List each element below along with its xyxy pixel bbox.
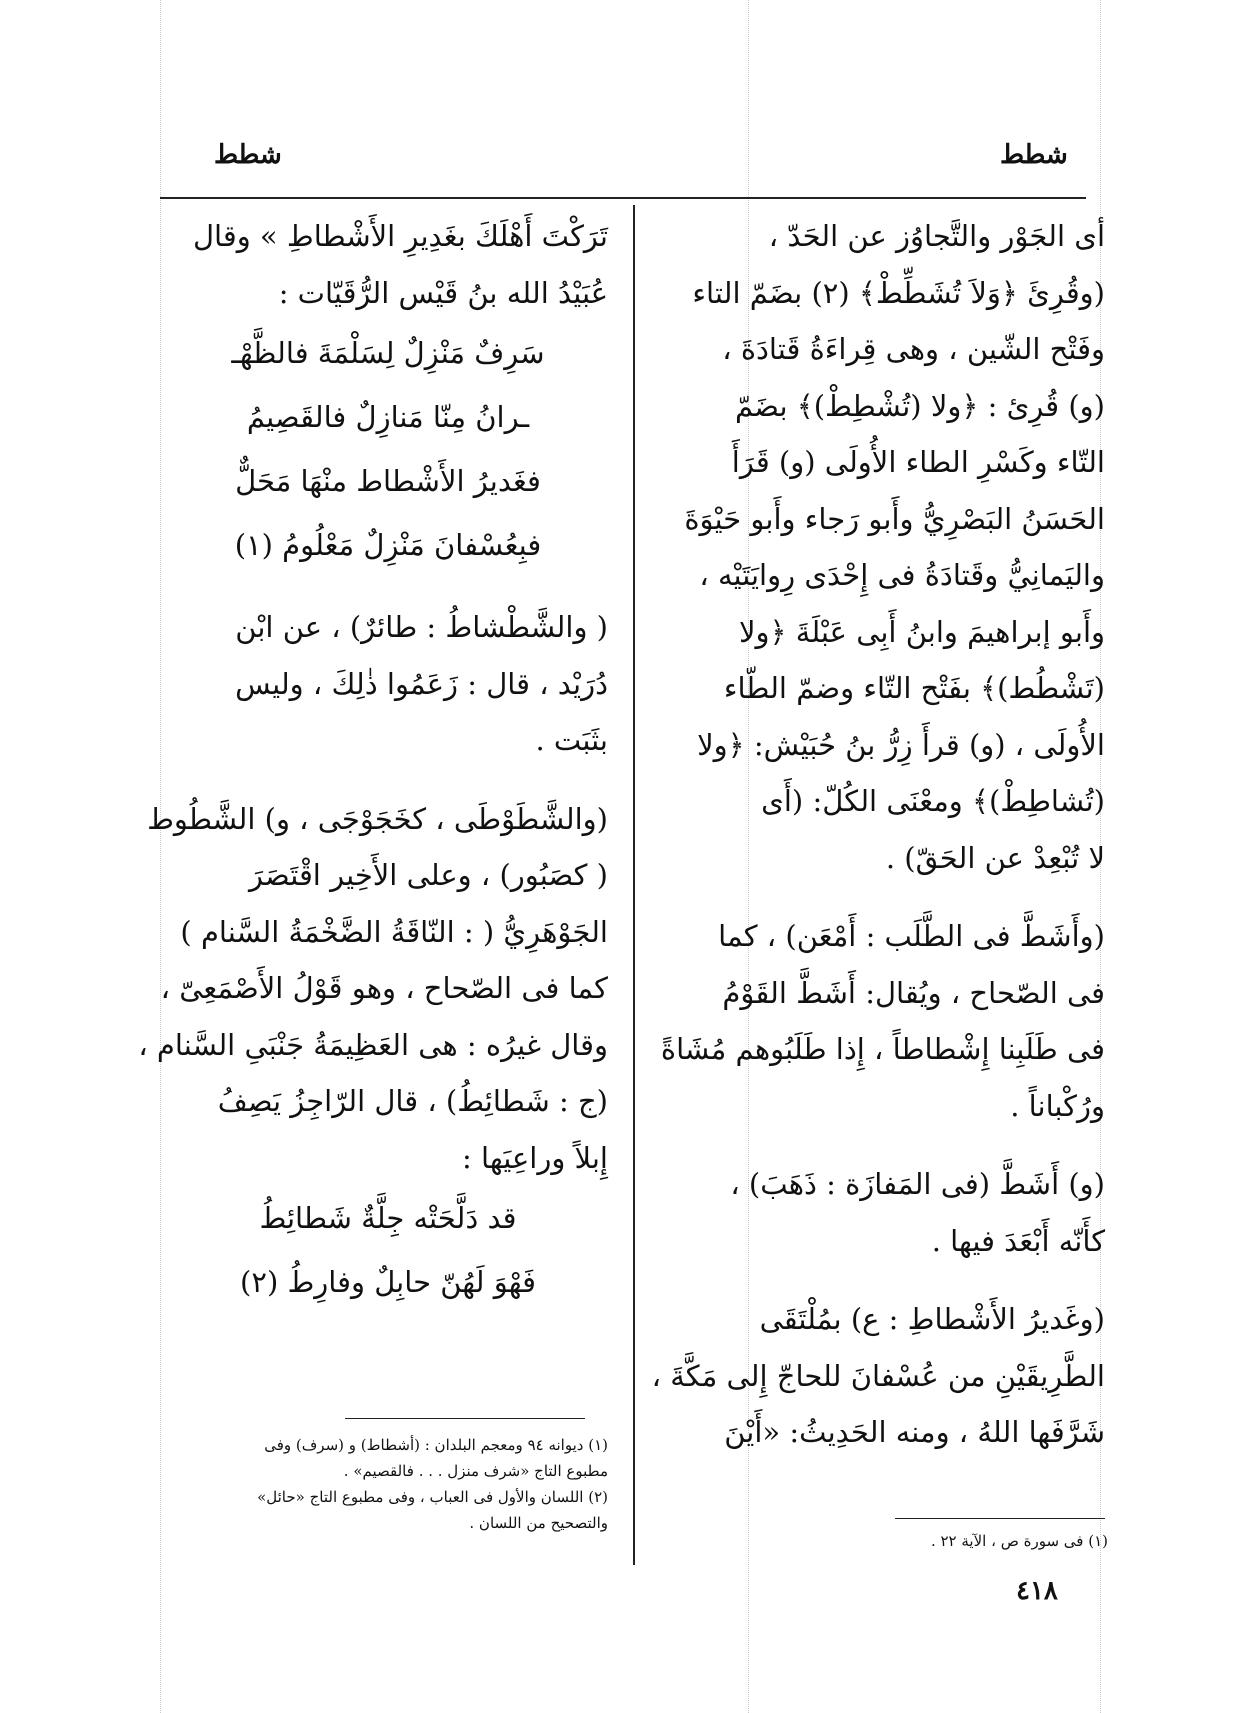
right-column [651,208,1105,1461]
text-line: التّاء وكَسْرِ الطاء الأُولَى (و) قَرَأَ [731,445,1105,479]
text-line: الأُولَى ، (و) قرأَ زِرُّ بنُ حُبَيْش: ﴿ولا [697,727,1105,762]
scan-guide-line [160,0,161,1713]
footnote-line: (١) فى سورة ص ، الآية ٢٢ . [930,1532,1108,1550]
paragraph-gap [168,769,608,791]
text-line: (و) أَشَطَّ (فى المَفازَة : ذَهَبَ) ، [730,1167,1105,1201]
text-line: الجَوْهَرِيُّ ( : النّاقَةُ الضَّخْمَةُ السَّنام ) [180,914,608,949]
paragraph-gap [665,886,1105,908]
text-line: فى الصّحاح ، ويُقال: أَشَطَّ القَوْمُ [722,975,1105,1010]
text-line: لا تُبْعِدْ عن الحَقّ) . [885,840,1105,875]
poem-verse: فَهْوَ لَهُنّ حابِلٌ وفارِطُ (٢) [240,1265,536,1299]
text-line: (ج : شَطائِطُ) ، قال الرّاجِزُ يَصِفُ [217,1084,608,1118]
text-line: بثَبَت . [535,723,608,757]
footnotes-right [840,1528,1108,1554]
text-line: (تُشاطِطْ)﴾ ومعْنَى الكُلّ: (أَى [761,784,1105,818]
poem-verse: ـرانُ مِنّا مَنازِلٌ فالقَصِيمُ [246,400,530,434]
text-line: (و) قُرِئ : ﴿ولا (تُشْطِطْ)﴾ بضَمّ [735,388,1105,423]
text-line: الطَّرِيقَيْنِ من عُسْفانَ للحاجّ إِلى مَكَّةَ ، [651,1358,1105,1393]
poem-verse: فغَديرُ الأَشْطاط منْهَا مَحَلٌّ [235,464,541,498]
paragraph-gap [665,1134,1105,1156]
footnotes-left [168,1432,608,1536]
column-divider [633,205,635,1565]
header-rule [160,197,1086,199]
footnote-rule-right [895,1518,1105,1519]
text-line: (وغَديرُ الأَشْطاطِ : ع) بمُلْتَقَى [759,1302,1105,1336]
text-line: ( والشَّطْشاطُ : طائرٌ) ، عن ابْن [235,610,608,644]
paragraph-gap [168,577,608,599]
poem-verse: فبِعُسْفانَ مَنْزِلٌ مَعْلُومُ (١) [234,528,542,562]
text-line: واليَمانِيُّ وقَتادَةُ فى إِحْدَى رِوايَتَيْه ، [699,558,1105,592]
text-line: (تَشْطُط)﴾ بفَتْح التّاء وضمّ الطّاء [723,671,1105,705]
text-line: وأَبو إبراهيمَ وابنُ أَبِى عَبْلَةَ ﴿ولا [739,614,1105,649]
text-line: شَرَّفَها اللهُ ، ومنه الحَدِيثُ: «أَيْنَ [724,1415,1105,1449]
text-line: (والشَّطَوْطَى ، كخَجَوْجَى ، و) الشَّطُوط [147,801,608,836]
text-line: وقال غيرُه : هى العَظِيمَةُ جَنْبَىِ السَّنام ، [138,1027,608,1062]
footnote-line: والتصحيح من اللسان . [469,1514,608,1532]
poem-verse: قد دَلَّحَتْه جِلَّةٌ شَطائِطُ [259,1201,517,1235]
left-column [138,208,608,1314]
page-number: ٤١٨ [1016,1576,1058,1606]
text-line: أى الجَوْر والتَّجاوُز عن الحَدّ ، [768,219,1105,253]
text-line: (وأَشَطَّ فى الطَّلَب : أَمْعَن) ، كما [718,919,1105,953]
text-line: تَرَكْتَ أَهْلَكَ بغَدِيرِ الأَشْطاطِ » وقال [192,219,608,253]
text-line: ورُكْباناً . [1010,1088,1105,1123]
poem-verse: سَرِفٌ مَنْزِلٌ لِسَلْمَةَ فالظَّهْـ [231,336,545,370]
running-head-left: شطط [214,140,282,170]
text-line: إِبلاً وراعِيَها : [462,1140,608,1175]
text-line: عُبَيْدُ الله بنُ قَيْس الرُّقَيّات : [278,275,608,310]
footnote-line: (١) ديوانه ٩٤ ومعجم البلدان : (أشطاط) و (سرف) وفى [264,1436,608,1454]
text-line: الحَسَنُ البَصْرِيُّ وأَبو رَجاء وأَبو حَيْوَةَ [684,501,1105,536]
text-line: كأَنّه أَبْعَدَ فيها . [931,1223,1105,1258]
text-line: ( كصَبُور) ، وعلى الأَخِير اقْتَصَرَ [249,858,608,892]
paragraph-gap [665,1269,1105,1291]
text-line: فى طَلَبِنا إِشْطاطاً ، إِذا طَلَبُوهم مُشَاةً [660,1032,1105,1066]
text-line: وفَتْح الشّين ، وهى قِراءَةُ قَتادَةَ ، [722,332,1105,366]
running-head-right: شطط [1000,140,1068,170]
text-line: دُرَيْد ، قال : زَعَمُوا ذٰلِكَ ، وليس [235,666,608,701]
text-line: كما فى الصّحاح ، وهو قَوْلُ الأَصْمَعِىّ ، [160,971,608,1005]
text-line: (وقُرِئَ ﴿وَلاَ تُشَطِّطْ﴾ (٢) بضَمّ التاء [692,275,1105,310]
footnote-line: (٢) اللسان والأول فى العباب ، وفى مطبوع التاج «حائل» [257,1488,608,1506]
footnote-line: مطبوع التاج «شرف منزل . . . فالقصيم» . [343,1462,608,1480]
footnote-rule-left [345,1418,585,1419]
